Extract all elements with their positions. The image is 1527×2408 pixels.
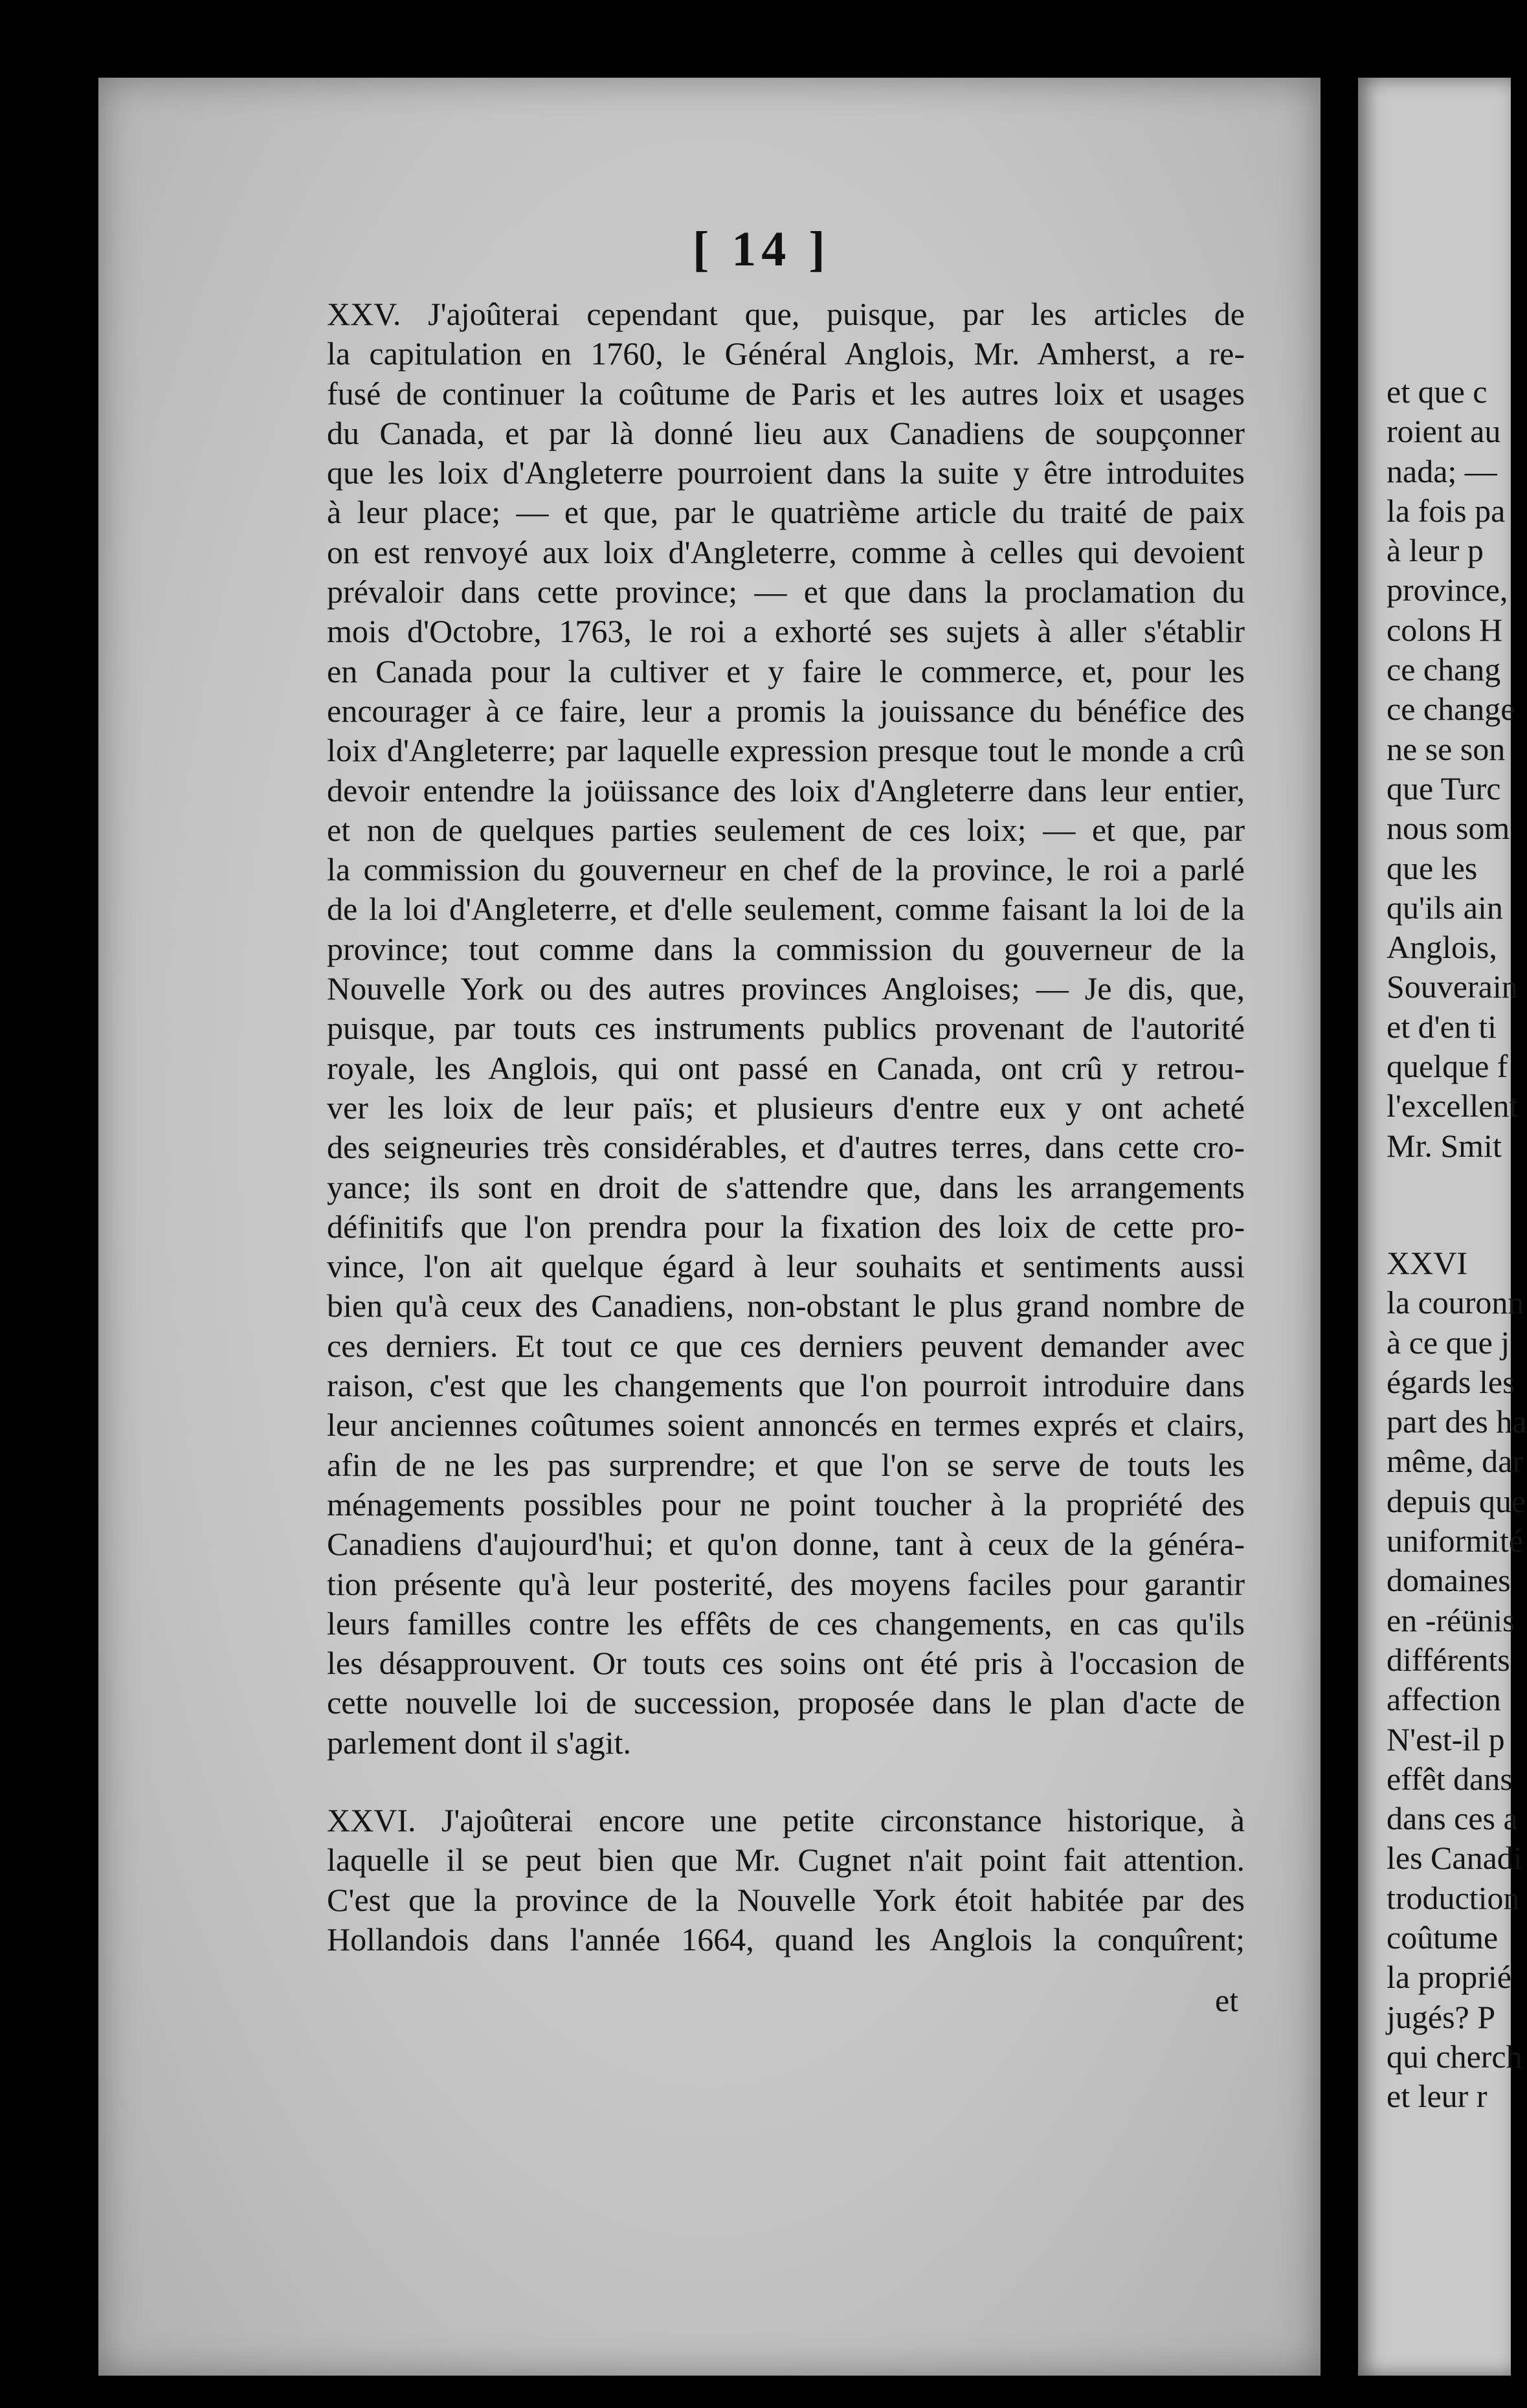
text-line: fusé de continuer la coûtume de Paris et les autres loix et usages (327, 375, 1245, 412)
facing-line: la couronn (1387, 1284, 1524, 1321)
facing-line: Souverain (1387, 968, 1518, 1005)
facing-line: la proprié (1387, 1959, 1511, 1996)
facing-line: et d'en ti (1387, 1008, 1497, 1045)
text-line: la commission du gouverneur en chef de la province, le roi a parlé (327, 851, 1245, 888)
page-gutter (1321, 78, 1358, 2376)
text-line: la capitulation en 1760, le Général Anglois, Mr. Amherst, a re- (327, 335, 1245, 372)
facing-line: province, (1387, 572, 1508, 608)
text-line: devoir entendre la joüissance des loix d'Angleterre dans leur entier, (327, 772, 1245, 808)
facing-line: nada; — (1387, 452, 1497, 489)
text-line: vince, l'on ait quelque égard à leur souhaits et sentiments aussi (327, 1248, 1245, 1285)
facing-line: à ce que j (1387, 1324, 1510, 1361)
text-line: leur anciennes coûtumes soient annoncés en termes exprés et clairs, (327, 1407, 1245, 1444)
text-line: prévaloir dans cette province; — et que dans la proclamation du (327, 574, 1245, 610)
facing-line: roient au (1387, 413, 1501, 450)
page-number: [ 14 ] (693, 222, 830, 276)
facing-line: qui cherch (1387, 2038, 1522, 2075)
text-line: Nouvelle York ou des autres provinces Angloises; — Je dis, que, (327, 970, 1245, 1007)
facing-line: coûtume (1387, 1919, 1499, 1956)
facing-line: même, dar (1387, 1443, 1524, 1480)
facing-line: uniformité (1387, 1522, 1524, 1559)
facing-line: ne se son (1387, 730, 1506, 767)
facing-line: la fois pa (1387, 492, 1506, 529)
paragraph-25 (327, 295, 1245, 1763)
text-line: Hollandois dans l'année 1664, quand les Anglois la conquîrent; (327, 1921, 1245, 1957)
text-line: XXVI. J'ajoûterai encore une petite circonstance historique, à (327, 1801, 1245, 1838)
text-line: leurs familles contre les effêts de ces changements, en cas qu'ils (327, 1605, 1245, 1642)
text-line: de la loi d'Angleterre, et d'elle seulement, comme faisant la loi de la (327, 891, 1245, 928)
facing-line: colons H (1387, 611, 1503, 648)
facing-line: XXVI (1387, 1244, 1467, 1281)
facing-line: et que c (1387, 373, 1488, 410)
facing-page (1358, 78, 1527, 2376)
facing-line: qu'ils ain (1387, 889, 1503, 926)
text-line: puisque, par touts ces instruments publics provenant de l'autorité (327, 1010, 1245, 1047)
text-line: parlement dont il s'agit. (327, 1724, 632, 1761)
text-line: yance; ils sont en droit de s'attendre que, dans les arrangements (327, 1168, 1245, 1205)
text-line: à leur place; — et que, par le quatrième article du traité de paix (327, 494, 1245, 531)
facing-line: ce chang (1387, 651, 1501, 688)
text-line: C'est que la province de la Nouvelle York étoit habitée par des (327, 1881, 1245, 1918)
facing-line: en -réünis (1387, 1601, 1515, 1638)
text-line: cette nouvelle loi de succession, proposée dans le plan d'acte de (327, 1684, 1245, 1721)
text-line: province; tout comme dans la commission du gouverneur de la (327, 930, 1245, 967)
text-line: on est renvoyé aux loix d'Angleterre, comme à celles qui devoient (327, 533, 1245, 570)
text-line: et non de quelques parties seulement de ces loix; — et que, par (327, 811, 1245, 848)
facing-line: l'excellent (1387, 1087, 1519, 1124)
facing-page-text (1387, 372, 1527, 2116)
text-line: ces derniers. Et tout ce que ces derniers peuvent demander avec (327, 1327, 1245, 1364)
facing-line: les Canadi (1387, 1840, 1522, 1877)
facing-line: nous som (1387, 810, 1510, 847)
facing-line: depuis que (1387, 1482, 1526, 1519)
facing-line: quelque f (1387, 1048, 1508, 1085)
facing-line: domaines (1387, 1562, 1511, 1599)
text-line: du Canada, et par là donné lieu aux Canadiens de soupçonner (327, 414, 1245, 451)
text-line: bien qu'à ceux des Canadiens, non-obstant le plus grand nombre de (327, 1288, 1245, 1324)
facing-line: et leur r (1387, 2078, 1488, 2115)
facing-line: Anglois, (1387, 929, 1497, 966)
text-line: laquelle il se peut bien que Mr. Cugnet n'ait point fait attention. (327, 1842, 1245, 1878)
text-line: loix d'Angleterre; par laquelle expression presque tout le monde a crû (327, 732, 1245, 769)
text-line: ménagements possibles pour ne point toucher à la propriété des (327, 1486, 1245, 1522)
text-line: encourager à ce faire, leur a promis la jouissance du bénéfice des (327, 692, 1245, 729)
facing-line: N'est-il p (1387, 1721, 1505, 1757)
text-line: ver les loix de leur païs; et plusieurs d'entre eux y ont acheté (327, 1089, 1245, 1126)
facing-line: part des ha (1387, 1403, 1527, 1440)
text-line: des seigneuries très considérables, et d'autres terres, dans cette cro- (327, 1129, 1245, 1166)
text-line: XXV. J'ajoûterai cependant que, puisque, par les articles de (327, 296, 1245, 332)
text-line: raison, c'est que les changements que l'on pourroit introduire dans (327, 1367, 1245, 1404)
facing-line: Mr. Smit (1387, 1127, 1502, 1164)
facing-line: jugés? P (1387, 1998, 1496, 2035)
facing-line: dans ces a (1387, 1800, 1518, 1837)
body-text (327, 295, 1245, 1959)
facing-line: à leur p (1387, 532, 1484, 569)
text-line: définitifs que l'on prendra pour la fixation des loix de cette pro- (327, 1208, 1245, 1245)
facing-line: différents (1387, 1641, 1510, 1678)
facing-line: effêt dans (1387, 1760, 1513, 1797)
paragraph-26 (327, 1801, 1245, 1959)
text-line: afin de ne les pas surprendre; et que l'on se serve de touts les (327, 1446, 1245, 1483)
catchword: et (1215, 1982, 1239, 2018)
text-line: Canadiens d'aujourd'hui; et qu'on donne, tant à ceux de la généra- (327, 1526, 1245, 1563)
facing-line: troduction (1387, 1879, 1520, 1916)
text-line: royale, les Anglois, qui ont passé en Canada, ont crû y retrou- (327, 1049, 1245, 1086)
text-line: les désapprouvent. Or touts ces soins ont été pris à l'occasion de (327, 1645, 1245, 1682)
facing-line: que Turc (1387, 770, 1501, 807)
facing-line: affection (1387, 1681, 1501, 1718)
text-line: tion présente qu'à leur posterité, des moyens faciles pour garantir (327, 1565, 1245, 1602)
facing-line: que les (1387, 849, 1478, 886)
facing-line: égards les (1387, 1363, 1515, 1400)
text-line: que les loix d'Angleterre pourroient dans la suite y être introduites (327, 454, 1245, 491)
text-line: en Canada pour la cultiver et y faire le commerce, et, pour les (327, 652, 1245, 689)
facing-line: ce change (1387, 691, 1515, 728)
text-line: mois d'Octobre, 1763, le roi a exhorté ses sujets à aller s'établir (327, 613, 1245, 650)
